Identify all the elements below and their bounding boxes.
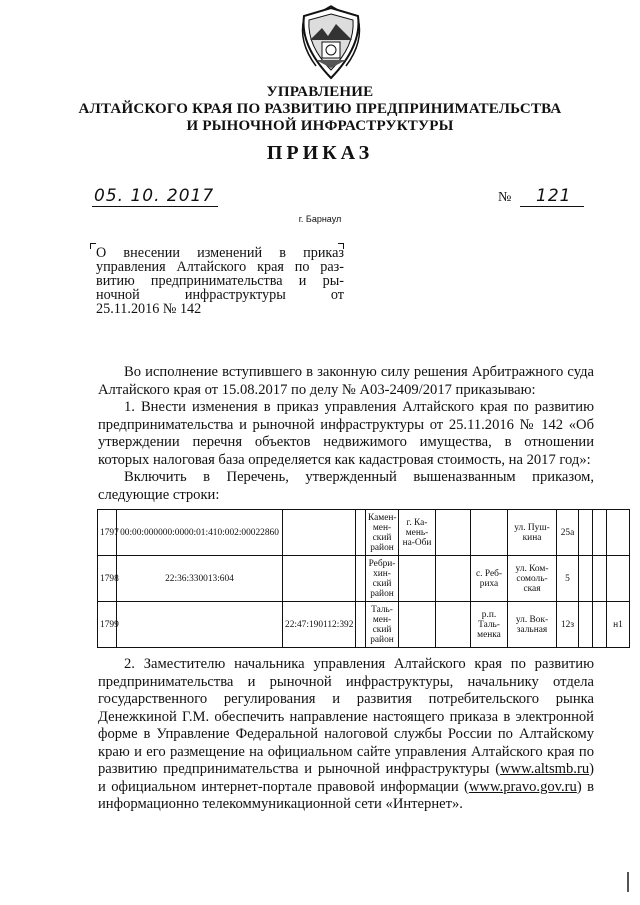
header-line-2: АЛТАЙСКОГО КРАЯ ПО РАЗВИТИЮ ПРЕДПРИНИМАТЕЛЬСТВА [78, 101, 562, 117]
cell-district: Камен-мен-ский район [366, 510, 399, 556]
subject-line-2: управления Алтайского края по раз- [96, 259, 344, 275]
cell-empty [436, 556, 471, 602]
cell-district: Ребри-хин-ский район [366, 556, 399, 602]
link-altsmb[interactable]: www.altsmb.ru [500, 761, 590, 777]
cell-c12 [607, 556, 630, 602]
table-row [98, 556, 630, 602]
cell-c12: н1 [607, 602, 630, 648]
link-pravo[interactable]: www.pravo.gov.ru [468, 778, 577, 795]
date-value: 05. 10. 2017 [94, 186, 215, 206]
cell-c4 [356, 510, 366, 556]
item-2-text-after: ) в информационно телекоммуникационной сети «Интернет». [98, 778, 594, 812]
header-line-3: И РЫНОЧНОЙ ИНФРАСТРУКТУРЫ [186, 118, 454, 134]
paragraph-item-1: 1. Внести изменения в приказ управления Алтайского края по развитию предпринимательства и рыночной инфраструктуры от 25.11.2016 № 142 «Об утверждении перечня объектов недвижимого имущества, в отношении которых налоговая база определяется как кадастровая стоимость, на 2017 год»: [98, 399, 594, 468]
cell-c12 [607, 510, 630, 556]
cell-cad [283, 556, 356, 602]
table-row [98, 602, 630, 648]
document-type: ПРИКАЗ [266, 142, 374, 164]
cell-c10 [579, 510, 593, 556]
subject-line-4: ночной инфраструктуры от [96, 287, 344, 303]
cell-street: ул. Пуш-кина [508, 510, 557, 556]
paragraph-intro: Во исполнение вступившего в законную силу решения Арбитражного суда Алтайского края от 15.08.2017 по делу № А03-2409/2017 приказываю: [98, 364, 594, 398]
cell-settlement: с. Реб-риха [471, 556, 508, 602]
city: г. Барнаул [298, 214, 342, 224]
cell-house: 5 [557, 556, 579, 602]
subject [96, 246, 344, 316]
cell-c11 [593, 602, 607, 648]
number-label: № [498, 190, 512, 205]
scan-mark [627, 872, 629, 892]
cell-c4 [356, 602, 366, 648]
cell-c11 [593, 556, 607, 602]
number-value: 121 [536, 186, 572, 206]
header-line-1: УПРАВЛЕНИЕ [266, 84, 374, 100]
cell-c11 [593, 510, 607, 556]
cell-settlement [436, 510, 471, 556]
cell-empty [436, 602, 471, 648]
cell-house: 25а [557, 510, 579, 556]
cell-town [399, 602, 436, 648]
paragraph-include: Включить в Перечень, утвержденный вышеназванным приказом, следующие строки: [98, 469, 594, 503]
cell-num: 1797 [98, 510, 117, 556]
date-field [92, 186, 218, 207]
cell-num: 1799 [98, 602, 117, 648]
cell-street: ул. Вок-зальная [508, 602, 557, 648]
cell-num: 1798 [98, 556, 117, 602]
cell-code: 00:00:000000:0000:01:410:002:00022860 [117, 510, 283, 556]
item-2-text-before: 2. Заместителю начальника управления Алтайского края по развитию предпринимательства и рыночной инфраструктуры, начальнику отдела государственного регулирования и развития потребительского рынка Денежкиной Г.М. обеспечить направление настоящего приказа в электронной форме в Управление Федеральной налоговой службы России по Алтайскому краю и его размещение на официальном сайте управления Алтайского края по развитию предпринимательства и рыночной инфраструктуры ( [98, 656, 594, 777]
cell-empty [471, 510, 508, 556]
cell-cad: 22:47:190112:392 [283, 602, 356, 648]
number-field [520, 186, 584, 207]
cell-street: ул. Ком-сомоль-ская [508, 556, 557, 602]
cell-c4 [356, 556, 366, 602]
item-2-text-mid: ) и официальном интернет-портале правовой информации ( [98, 761, 594, 795]
coat-of-arms-icon [296, 6, 366, 82]
cell-code: 22:36:330013:604 [117, 556, 283, 602]
body-part-2 [98, 656, 594, 814]
paragraph-item-2 [98, 656, 594, 814]
cell-code [117, 602, 283, 648]
cell-c10 [579, 556, 593, 602]
table-row [98, 510, 630, 556]
subject-line-1: О внесении изменений в приказ [96, 245, 344, 261]
subject-line-3: витию предпринимательства и ры- [96, 273, 344, 289]
cell-house: 12з [557, 602, 579, 648]
body-part-1 [98, 364, 594, 504]
cell-cad [283, 510, 356, 556]
cell-settlement: р.п. Таль-менка [471, 602, 508, 648]
cell-town: г. Ка-мень-на-Оби [399, 510, 436, 556]
subject-line-5: 25.11.2016 № 142 [96, 301, 202, 317]
cell-town [399, 556, 436, 602]
cell-district: Таль-мен-ский район [366, 602, 399, 648]
objects-table [97, 509, 630, 648]
cell-c10 [579, 602, 593, 648]
